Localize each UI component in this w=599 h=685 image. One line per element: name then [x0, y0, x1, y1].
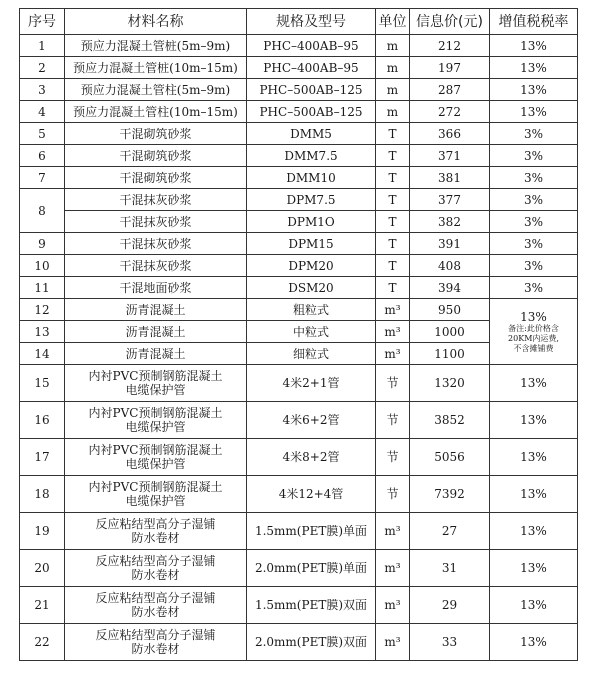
cell-seq: 5 — [20, 123, 65, 145]
cell-tax: 13% — [490, 101, 578, 123]
cell-name: 沥青混凝土 — [65, 343, 247, 365]
table-row — [20, 476, 578, 513]
table-row — [20, 167, 578, 189]
cell-name: 干混砌筑砂浆 — [65, 145, 247, 167]
cell-seq: 11 — [20, 277, 65, 299]
cell-unit: m — [376, 35, 410, 57]
table-row — [20, 587, 578, 624]
cell-unit: m — [376, 57, 410, 79]
cell-spec: 1.5mm(PET膜)双面 — [247, 587, 376, 624]
cell-price: 1100 — [410, 343, 490, 365]
cell-seq: 14 — [20, 343, 65, 365]
table-row — [20, 57, 578, 79]
table-row — [20, 35, 578, 57]
cell-seq: 6 — [20, 145, 65, 167]
cell-tax: 3% — [490, 123, 578, 145]
cell-spec: DMM5 — [247, 123, 376, 145]
cell-spec: DPM15 — [247, 233, 376, 255]
cell-tax: 3% — [490, 277, 578, 299]
cell-name: 反应粘结型高分子湿铺 防水卷材 — [65, 513, 247, 550]
cell-unit: m³ — [376, 587, 410, 624]
table-row — [20, 79, 578, 101]
cell-price: 31 — [410, 550, 490, 587]
cell-seq: 22 — [20, 624, 65, 661]
cell-price: 394 — [410, 277, 490, 299]
cell-tax: 13% — [490, 476, 578, 513]
cell-spec: 2.0mm(PET膜)双面 — [247, 624, 376, 661]
cell-tax: 3% — [490, 167, 578, 189]
cell-seq: 18 — [20, 476, 65, 513]
table-row — [20, 277, 578, 299]
cell-price: 5056 — [410, 439, 490, 476]
cell-name: 内衬PVC预制钢筋混凝土 电缆保护管 — [65, 365, 247, 402]
cell-unit: T — [376, 211, 410, 233]
cell-spec: PHC–500AB–125 — [247, 101, 376, 123]
cell-unit: 节 — [376, 365, 410, 402]
cell-spec: 粗粒式 — [247, 299, 376, 321]
cell-spec: 中粒式 — [247, 321, 376, 343]
cell-spec: 2.0mm(PET膜)单面 — [247, 550, 376, 587]
cell-seq: 13 — [20, 321, 65, 343]
cell-unit: T — [376, 167, 410, 189]
cell-name: 反应粘结型高分子湿铺 防水卷材 — [65, 550, 247, 587]
price-table — [19, 8, 578, 661]
cell-tax: 3% — [490, 255, 578, 277]
cell-unit: T — [376, 277, 410, 299]
cell-tax: 13% — [490, 35, 578, 57]
cell-tax: 13% — [490, 402, 578, 439]
cell-seq: 9 — [20, 233, 65, 255]
cell-tax: 13% — [490, 79, 578, 101]
cell-price: 212 — [410, 35, 490, 57]
cell-price: 7392 — [410, 476, 490, 513]
cell-unit: m³ — [376, 550, 410, 587]
cell-tax: 13% — [490, 550, 578, 587]
cell-unit: T — [376, 145, 410, 167]
cell-seq: 7 — [20, 167, 65, 189]
header-price: 信息价(元) — [410, 9, 490, 35]
cell-spec: DPM7.5 — [247, 189, 376, 211]
cell-seq: 20 — [20, 550, 65, 587]
cell-seq: 3 — [20, 79, 65, 101]
cell-unit: 节 — [376, 439, 410, 476]
cell-price: 27 — [410, 513, 490, 550]
cell-tax: 13% — [490, 439, 578, 476]
cell-name: 内衬PVC预制钢筋混凝土 电缆保护管 — [65, 402, 247, 439]
cell-tax: 13% — [490, 624, 578, 661]
cell-tax: 3% — [490, 211, 578, 233]
cell-name: 干混抹灰砂浆 — [65, 255, 247, 277]
header-seq: 序号 — [20, 9, 65, 35]
cell-spec: PHC–500AB–125 — [247, 79, 376, 101]
cell-seq: 8 — [20, 189, 65, 233]
cell-unit: 节 — [376, 476, 410, 513]
cell-unit: m³ — [376, 321, 410, 343]
cell-name: 沥青混凝土 — [65, 321, 247, 343]
cell-seq: 19 — [20, 513, 65, 550]
cell-unit: T — [376, 255, 410, 277]
cell-name: 反应粘结型高分子湿铺 防水卷材 — [65, 624, 247, 661]
cell-tax: 13% — [490, 587, 578, 624]
cell-tax: 13% — [490, 513, 578, 550]
cell-seq: 12 — [20, 299, 65, 321]
cell-spec: 4米8+2管 — [247, 439, 376, 476]
cell-tax: 3% — [490, 233, 578, 255]
asphalt-note-text: 备注:此价格含 20KM内运费, 不含摊铺费 — [508, 323, 559, 353]
cell-spec: DMM10 — [247, 167, 376, 189]
cell-unit: m³ — [376, 513, 410, 550]
cell-unit: m³ — [376, 299, 410, 321]
cell-spec: DPM20 — [247, 255, 376, 277]
cell-unit: m³ — [376, 624, 410, 661]
cell-price: 382 — [410, 211, 490, 233]
cell-seq: 4 — [20, 101, 65, 123]
table-row — [20, 299, 578, 321]
cell-spec: PHC–400AB–95 — [247, 57, 376, 79]
cell-seq: 10 — [20, 255, 65, 277]
header-spec: 规格及型号 — [247, 9, 376, 35]
cell-unit: 节 — [376, 402, 410, 439]
cell-seq: 1 — [20, 35, 65, 57]
cell-price: 29 — [410, 587, 490, 624]
cell-name: 沥青混凝土 — [65, 299, 247, 321]
cell-name: 预应力混凝土管柱(5m–9m) — [65, 79, 247, 101]
cell-spec: DMM7.5 — [247, 145, 376, 167]
header-tax: 增值税税率 — [490, 9, 578, 35]
cell-price: 377 — [410, 189, 490, 211]
cell-price: 33 — [410, 624, 490, 661]
cell-price: 381 — [410, 167, 490, 189]
asphalt-tax-rate: 13% — [520, 309, 547, 324]
cell-tax: 13% — [490, 57, 578, 79]
cell-price: 950 — [410, 299, 490, 321]
table-row — [20, 365, 578, 402]
cell-tax: 3% — [490, 145, 578, 167]
cell-tax: 13% — [490, 365, 578, 402]
cell-seq: 21 — [20, 587, 65, 624]
table-row — [20, 189, 578, 211]
cell-name: 干混地面砂浆 — [65, 277, 247, 299]
header-name: 材料名称 — [65, 9, 247, 35]
cell-name: 预应力混凝土管桩(10m–15m) — [65, 57, 247, 79]
cell-unit: T — [376, 189, 410, 211]
cell-seq: 16 — [20, 402, 65, 439]
table-row — [20, 123, 578, 145]
table-row — [20, 255, 578, 277]
cell-unit: m — [376, 79, 410, 101]
cell-name: 内衬PVC预制钢筋混凝土 电缆保护管 — [65, 439, 247, 476]
table-row — [20, 101, 578, 123]
cell-name: 预应力混凝土管柱(10m–15m) — [65, 101, 247, 123]
table-row — [20, 624, 578, 661]
cell-price: 287 — [410, 79, 490, 101]
table-row — [20, 233, 578, 255]
cell-name: 预应力混凝土管桩(5m–9m) — [65, 35, 247, 57]
asphalt-tax-note-cell — [490, 299, 578, 365]
cell-seq: 15 — [20, 365, 65, 402]
cell-seq: 2 — [20, 57, 65, 79]
table-header-row — [20, 9, 578, 35]
cell-price: 366 — [410, 123, 490, 145]
table-row — [20, 513, 578, 550]
cell-price: 391 — [410, 233, 490, 255]
cell-spec: PHC–400AB–95 — [247, 35, 376, 57]
cell-unit: m — [376, 101, 410, 123]
table-row — [20, 145, 578, 167]
cell-tax: 3% — [490, 189, 578, 211]
cell-price: 197 — [410, 57, 490, 79]
table-row — [20, 211, 578, 233]
cell-unit: T — [376, 233, 410, 255]
cell-spec: 4米2+1管 — [247, 365, 376, 402]
cell-name: 干混砌筑砂浆 — [65, 123, 247, 145]
cell-price: 3852 — [410, 402, 490, 439]
cell-name: 干混抹灰砂浆 — [65, 189, 247, 211]
cell-price: 371 — [410, 145, 490, 167]
cell-name: 干混抹灰砂浆 — [65, 233, 247, 255]
cell-spec: DPM1O — [247, 211, 376, 233]
cell-name: 干混抹灰砂浆 — [65, 211, 247, 233]
header-unit: 单位 — [376, 9, 410, 35]
cell-price: 272 — [410, 101, 490, 123]
cell-name: 干混砌筑砂浆 — [65, 167, 247, 189]
cell-price: 408 — [410, 255, 490, 277]
cell-price: 1000 — [410, 321, 490, 343]
cell-name: 反应粘结型高分子湿铺 防水卷材 — [65, 587, 247, 624]
cell-name: 内衬PVC预制钢筋混凝土 电缆保护管 — [65, 476, 247, 513]
cell-spec: 4米6+2管 — [247, 402, 376, 439]
cell-spec: 细粒式 — [247, 343, 376, 365]
table-row — [20, 550, 578, 587]
cell-unit: T — [376, 123, 410, 145]
cell-seq: 17 — [20, 439, 65, 476]
table-row — [20, 439, 578, 476]
cell-spec: DSM20 — [247, 277, 376, 299]
cell-unit: m³ — [376, 343, 410, 365]
cell-price: 1320 — [410, 365, 490, 402]
table-row — [20, 402, 578, 439]
cell-spec: 4米12+4管 — [247, 476, 376, 513]
cell-spec: 1.5mm(PET膜)单面 — [247, 513, 376, 550]
